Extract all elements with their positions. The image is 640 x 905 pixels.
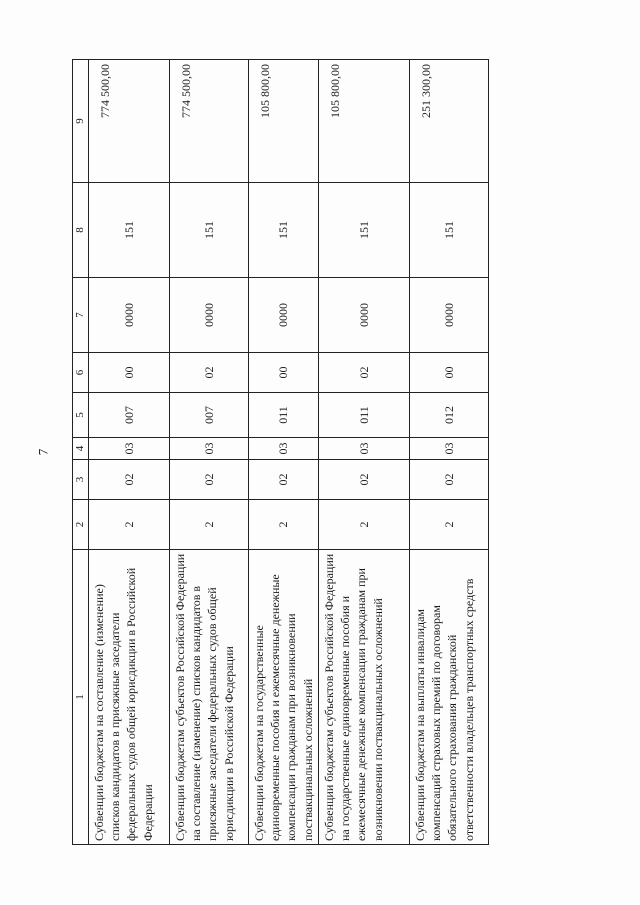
code-cell: 0000 bbox=[89, 278, 170, 353]
column-header: 6 bbox=[73, 353, 89, 393]
code-cell: 2 bbox=[89, 500, 170, 550]
row-description: Субвенции бюджетам на составление (изменение) списков кандидатов в присяжные заседатели федеральных судов общей юрисдикции в Российской Федерации bbox=[89, 550, 170, 845]
code-cell: 03 bbox=[89, 438, 170, 460]
code-cell: 151 bbox=[89, 183, 170, 278]
code-cell: 2 bbox=[410, 500, 489, 550]
row-description: Субвенции бюджетам на выплаты инвалидам компенсаций страховых премий по договорам обязательного страхования гражданской ответственности владельцев транспортных средств bbox=[410, 550, 489, 845]
row-description: Субвенции бюджетам субъектов Российской Федерации на составление (изменение) списков кандидатов в присяжные заседатели федеральных судов общей юрисдикции в Российской Федерации bbox=[170, 550, 249, 845]
column-header: 4 bbox=[73, 438, 89, 460]
table-row bbox=[319, 60, 410, 845]
code-cell: 151 bbox=[170, 183, 249, 278]
column-header: 9 bbox=[73, 60, 89, 183]
page-number: 7 bbox=[35, 448, 51, 456]
code-cell: 03 bbox=[249, 438, 319, 460]
code-cell: 00 bbox=[249, 353, 319, 393]
code-cell: 03 bbox=[170, 438, 249, 460]
code-cell: 02 bbox=[319, 460, 410, 500]
column-header: 7 bbox=[73, 278, 89, 353]
code-cell: 0000 bbox=[170, 278, 249, 353]
code-cell: 0000 bbox=[319, 278, 410, 353]
code-cell: 011 bbox=[249, 393, 319, 438]
code-cell: 007 bbox=[89, 393, 170, 438]
code-cell: 2 bbox=[319, 500, 410, 550]
code-cell: 151 bbox=[319, 183, 410, 278]
amount-cell: 105 800,00 bbox=[249, 60, 319, 183]
code-cell: 2 bbox=[170, 500, 249, 550]
code-cell: 007 bbox=[170, 393, 249, 438]
amount-cell: 105 800,00 bbox=[319, 60, 410, 183]
amount-cell: 774 500,00 bbox=[89, 60, 170, 183]
code-cell: 02 bbox=[170, 353, 249, 393]
table-row bbox=[249, 60, 319, 845]
row-description: Субвенции бюджетам на государственные единовременные пособия и ежемесячные денежные компенсации гражданам при возникновении поствакцинальных осложнений bbox=[249, 550, 319, 845]
code-cell: 011 bbox=[319, 393, 410, 438]
amount-cell: 774 500,00 bbox=[170, 60, 249, 183]
amount-cell: 251 300,00 bbox=[410, 60, 489, 183]
table-header-row bbox=[73, 60, 89, 845]
budget-table bbox=[72, 59, 489, 845]
code-cell: 2 bbox=[249, 500, 319, 550]
code-cell: 02 bbox=[89, 460, 170, 500]
column-header: 5 bbox=[73, 393, 89, 438]
code-cell: 03 bbox=[410, 438, 489, 460]
code-cell: 0000 bbox=[249, 278, 319, 353]
table-row bbox=[410, 60, 489, 845]
code-cell: 02 bbox=[170, 460, 249, 500]
code-cell: 151 bbox=[249, 183, 319, 278]
column-header: 3 bbox=[73, 460, 89, 500]
code-cell: 012 bbox=[410, 393, 489, 438]
code-cell: 0000 bbox=[410, 278, 489, 353]
column-header: 8 bbox=[73, 183, 89, 278]
code-cell: 02 bbox=[319, 353, 410, 393]
column-header: 2 bbox=[73, 500, 89, 550]
rotated-table-container bbox=[72, 60, 487, 845]
code-cell: 02 bbox=[410, 460, 489, 500]
table-row bbox=[89, 60, 170, 845]
table-frame bbox=[72, 60, 487, 845]
code-cell: 151 bbox=[410, 183, 489, 278]
code-cell: 02 bbox=[249, 460, 319, 500]
code-cell: 00 bbox=[410, 353, 489, 393]
row-description: Субвенции бюджетам субъектов Российской Федерации на государственные единовременные пособия и ежемесячные денежные компенсации гражданам при возникновении поствакцинальных осложнений bbox=[319, 550, 410, 845]
table-row bbox=[170, 60, 249, 845]
code-cell: 03 bbox=[319, 438, 410, 460]
column-header: 1 bbox=[73, 550, 89, 845]
code-cell: 00 bbox=[89, 353, 170, 393]
